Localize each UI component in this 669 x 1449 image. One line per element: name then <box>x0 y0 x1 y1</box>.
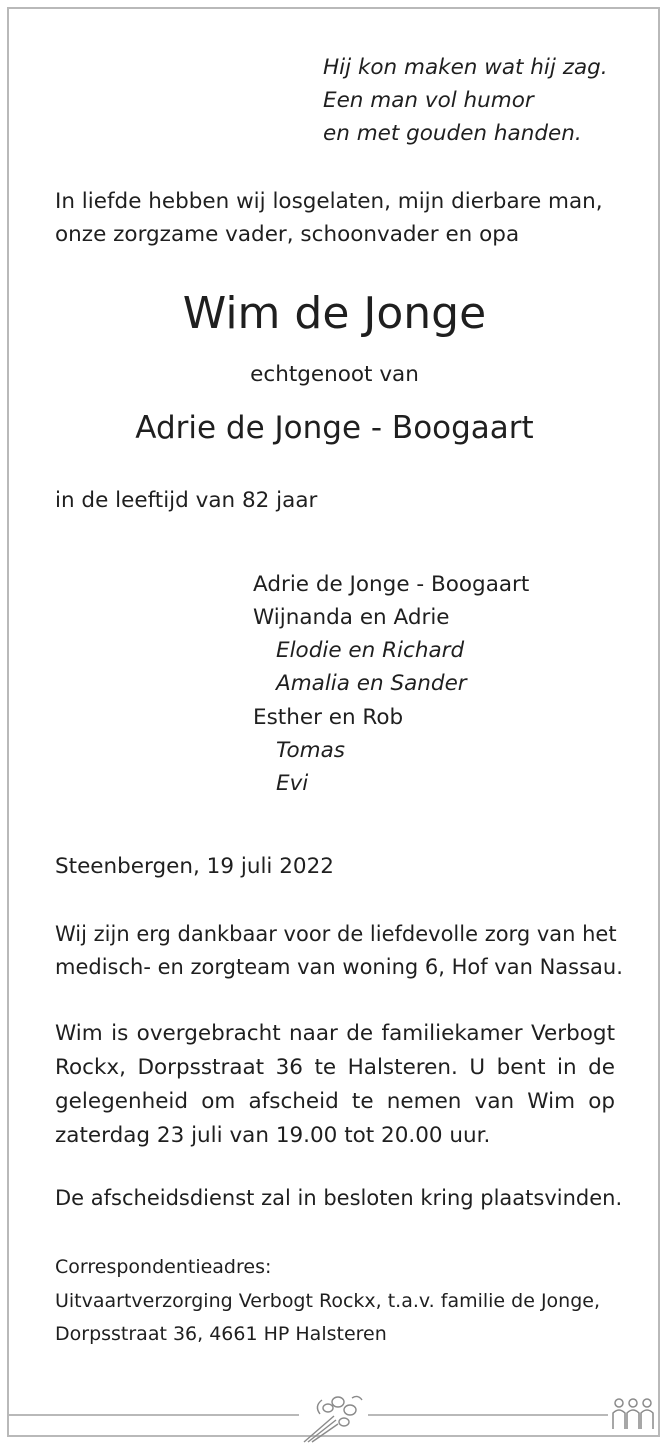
family-people-icon <box>610 1397 656 1431</box>
deceased-name: Wim de Jonge <box>182 288 487 339</box>
poem-line-2: Een man vol humor <box>323 88 534 113</box>
poem-line-3: en met gouden handen. <box>323 121 582 146</box>
spouse-name: Adrie de Jonge - Boogaart <box>135 410 534 446</box>
family-member-grandchild: Amalia en Sander <box>276 671 467 696</box>
thanks-line-1: Wij zijn erg dankbaar voor de liefdevolle zorg van het <box>55 922 617 946</box>
place-date: Steenbergen, 19 juli 2022 <box>55 854 334 879</box>
bottom-rule-left <box>9 1414 299 1416</box>
flower-bouquet-icon <box>300 1388 366 1444</box>
thanks-line-2: medisch- en zorgteam van woning 6, Hof van Nassau. <box>55 955 623 979</box>
correspondence-label: Correspondentieadres: <box>55 1256 272 1278</box>
family-member: Wijnanda en Adrie <box>253 605 450 630</box>
intro-line-2: onze zorgzame vader, schoonvader en opa <box>55 222 520 247</box>
relation-label: echtgenoot van <box>250 362 419 387</box>
family-member-grandchild: Evi <box>276 771 309 796</box>
family-member: Esther en Rob <box>253 705 404 730</box>
intro-line-1: In liefde hebben wij losgelaten, mijn dierbare man, <box>55 189 603 214</box>
service-text: De afscheidsdienst zal in besloten kring plaatsvinden. <box>55 1186 623 1210</box>
poem-line-1: Hij kon maken wat hij zag. <box>323 55 608 80</box>
bottom-rule-right <box>368 1414 608 1416</box>
visitation-text: Wim is overgebracht naar de familiekamer Verbogt Rockx, Dorpsstraat 36 te Halsteren. U bent in de gelegenheid om afscheid te nemen van Wim op zaterdag 23 juli van 19.00 tot 20.00 uur. <box>55 1021 615 1148</box>
age-text: in de leeftijd van 82 jaar <box>55 488 318 513</box>
correspondence-line-2: Dorpsstraat 36, 4661 HP Halsteren <box>55 1323 387 1345</box>
correspondence-line-1: Uitvaartverzorging Verbogt Rockx, t.a.v. familie de Jonge, <box>55 1290 601 1312</box>
family-member: Adrie de Jonge - Boogaart <box>253 572 530 597</box>
family-member-grandchild: Elodie en Richard <box>276 638 465 663</box>
family-member-grandchild: Tomas <box>276 738 345 763</box>
